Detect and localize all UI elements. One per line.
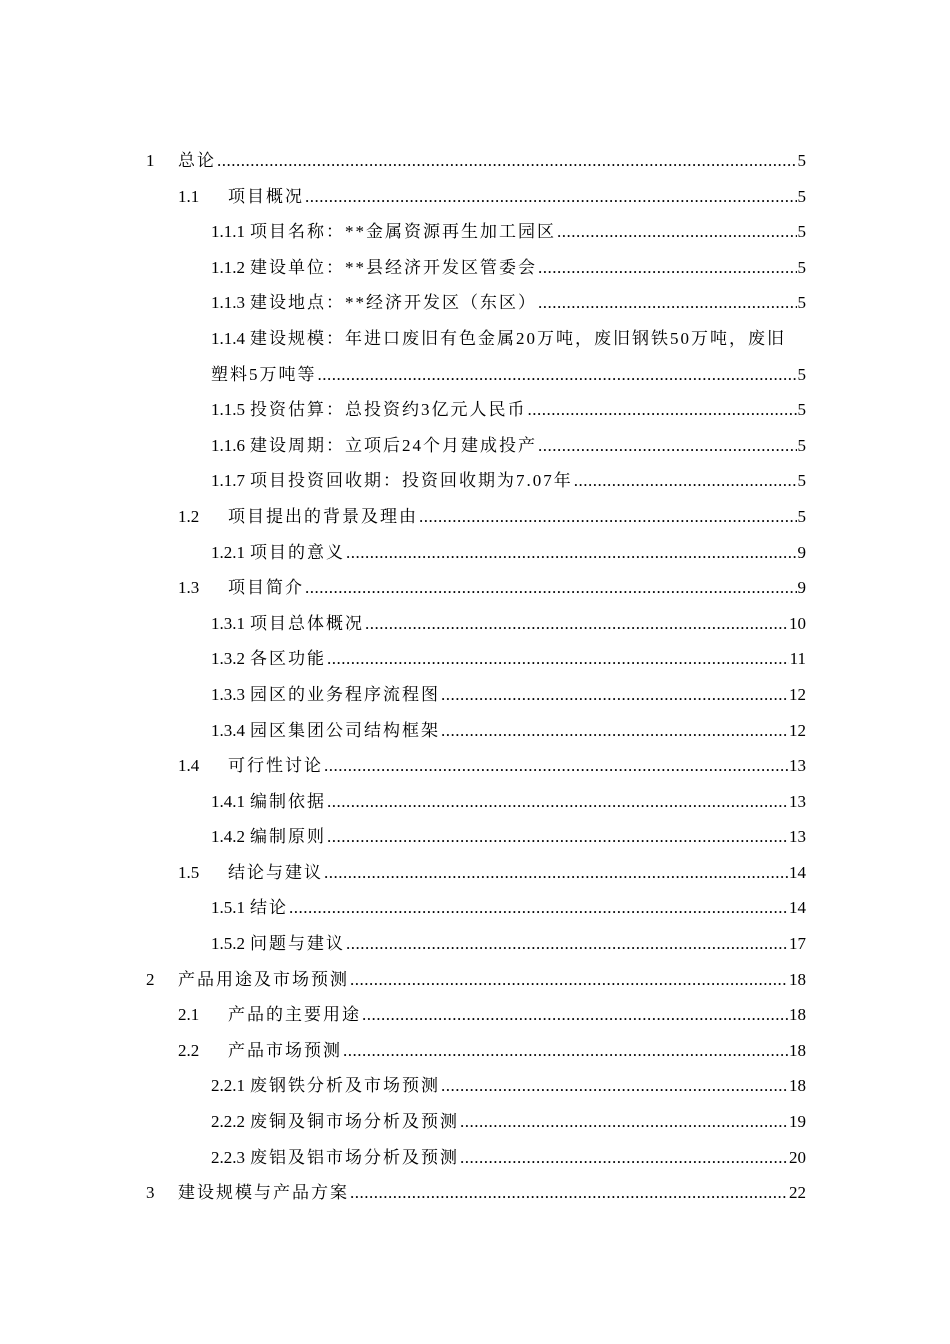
toc-title: 项目概况 — [228, 186, 304, 206]
toc-number: 2.2.2 — [211, 1112, 245, 1132]
dot-leader — [537, 250, 797, 286]
toc-title: 产品的主要用途 — [228, 1005, 361, 1025]
toc-entry-1-3-4[interactable] — [0, 713, 950, 749]
dot-leader — [216, 143, 797, 179]
toc-number: 1.4.1 — [211, 791, 245, 811]
toc-entry-1-2-1[interactable] — [0, 535, 950, 571]
toc-number: 1.3.3 — [211, 684, 245, 704]
dot-leader — [304, 179, 797, 215]
toc-number: 1.5 — [178, 862, 200, 882]
toc-number: 1.2 — [178, 506, 200, 526]
toc-number: 1.3.4 — [211, 720, 245, 740]
toc-number: 1.1.3 — [211, 293, 245, 313]
toc-number: 2.2.1 — [211, 1076, 245, 1096]
toc-title: 废铜及铜市场分析及预测 — [250, 1112, 459, 1132]
toc-page-number: 17 — [789, 934, 806, 954]
toc-title: 各区功能 — [250, 649, 326, 669]
toc-number: 2.2 — [178, 1040, 200, 1060]
dot-leader — [364, 606, 788, 642]
toc-title: 项目简介 — [228, 578, 304, 598]
dot-leader — [326, 784, 788, 820]
toc-entry-1-5-1[interactable] — [0, 890, 950, 926]
dot-leader — [440, 1068, 788, 1104]
toc-title: 项目投资回收期：投资回收期为7.07年 — [250, 471, 573, 491]
toc-entry-1-3-1[interactable] — [0, 606, 950, 642]
toc-title: 项目总体概况 — [250, 613, 364, 633]
toc-page-number: 11 — [789, 649, 806, 669]
dot-leader — [345, 535, 797, 571]
toc-entry-1-5-2[interactable] — [0, 926, 950, 962]
dot-leader — [459, 1104, 788, 1140]
toc-title: 项目名称：**金属资源再生加工园区 — [250, 222, 556, 242]
toc-page-number: 12 — [789, 684, 806, 704]
toc-entry-1-5[interactable] — [0, 855, 950, 891]
toc-page-number: 5 — [797, 435, 806, 455]
toc-number: 2.1 — [178, 1005, 200, 1025]
dot-leader — [440, 677, 788, 713]
dot-leader — [304, 570, 797, 606]
toc-title: 项目的意义 — [250, 542, 345, 562]
toc-number: 1.1.6 — [211, 435, 245, 455]
toc-page-number: 18 — [789, 1040, 806, 1060]
toc-entry-1-2[interactable] — [0, 499, 950, 535]
toc-number: 1.3.2 — [211, 649, 245, 669]
toc-title: 废钢铁分析及市场预测 — [250, 1076, 440, 1096]
toc-entry-1-1-2[interactable] — [0, 250, 950, 286]
toc-number: 1.5.1 — [211, 898, 245, 918]
toc-number: 1.2.1 — [211, 542, 245, 562]
dot-leader — [288, 890, 788, 926]
toc-title: 编制原则 — [250, 827, 326, 847]
toc-title: 建设周期：立项后24个月建成投产 — [250, 435, 537, 455]
toc-number: 2.2.3 — [211, 1147, 245, 1167]
toc-page-number: 10 — [789, 613, 806, 633]
toc-page-number: 5 — [797, 151, 806, 170]
toc-page-number: 5 — [797, 506, 806, 526]
toc-page-number: 18 — [789, 969, 806, 989]
toc-title: 园区集团公司结构框架 — [250, 720, 440, 740]
toc-title: 总论 — [178, 151, 216, 170]
toc-entry-2-2-3[interactable] — [0, 1140, 950, 1176]
toc-title: 废铝及铝市场分析及预测 — [250, 1147, 459, 1167]
toc-title: 结论 — [250, 898, 288, 918]
toc-page-number: 5 — [797, 471, 806, 491]
toc-entry-1-3[interactable] — [0, 570, 950, 606]
toc-number: 1.1.7 — [211, 471, 245, 491]
table-of-contents — [0, 143, 950, 1211]
toc-title: 编制依据 — [250, 791, 326, 811]
toc-number: 1 — [146, 151, 155, 170]
toc-entry-2-2-2[interactable] — [0, 1104, 950, 1140]
dot-leader — [326, 641, 789, 677]
dot-leader — [537, 428, 797, 464]
toc-page-number: 18 — [789, 1005, 806, 1025]
dot-leader — [573, 463, 797, 499]
dot-leader — [323, 748, 788, 784]
toc-number: 1.4 — [178, 756, 200, 776]
toc-page-number: 20 — [789, 1147, 806, 1167]
toc-number: 2 — [146, 969, 155, 989]
toc-title: 建设单位：**县经济开发区管委会 — [250, 257, 537, 277]
dot-leader — [459, 1140, 788, 1176]
toc-entry-1-1-5[interactable] — [0, 392, 950, 428]
toc-page-number: 9 — [797, 542, 806, 562]
toc-page-number: 13 — [789, 756, 806, 776]
toc-title: 项目提出的背景及理由 — [228, 506, 418, 526]
toc-page-number: 5 — [797, 222, 806, 242]
toc-page-number: 5 — [797, 186, 806, 206]
toc-entry-1-4-2[interactable] — [0, 819, 950, 855]
dot-leader — [323, 855, 788, 891]
toc-title: 建设地点：**经济开发区（东区） — [250, 293, 537, 313]
toc-entry-1[interactable] — [0, 143, 950, 179]
toc-number: 1.3 — [178, 578, 200, 598]
toc-number: 1.1.4 — [211, 328, 245, 348]
toc-page-number: 18 — [789, 1076, 806, 1096]
dot-leader — [361, 997, 788, 1033]
toc-entry-3[interactable] — [0, 1175, 950, 1211]
toc-entry-1-1[interactable] — [0, 179, 950, 215]
toc-title: 产品用途及市场预测 — [178, 969, 349, 989]
dot-leader — [537, 285, 797, 321]
toc-number: 3 — [146, 1183, 155, 1203]
dot-leader — [349, 1175, 788, 1211]
toc-title: 园区的业务程序流程图 — [250, 684, 440, 704]
toc-number: 1.1 — [178, 186, 200, 206]
dot-leader — [349, 962, 788, 998]
toc-number: 1.1.2 — [211, 257, 245, 277]
toc-entry-1-4[interactable] — [0, 748, 950, 784]
toc-entry-1-1-4-line2[interactable] — [0, 357, 950, 393]
toc-page-number: 12 — [789, 720, 806, 740]
toc-number: 1.1.1 — [211, 222, 245, 242]
toc-number: 1.5.2 — [211, 934, 245, 954]
dot-leader — [342, 1033, 788, 1069]
toc-title-line2: 塑料5万吨等 — [211, 364, 317, 384]
toc-entry-1-1-7[interactable] — [0, 463, 950, 499]
toc-title-line1: 建设规模：年进口废旧有色金属20万吨，废旧钢铁50万吨，废旧 — [250, 328, 786, 348]
toc-entry-1-1-6[interactable] — [0, 428, 950, 464]
toc-page-number: 22 — [789, 1183, 806, 1203]
toc-number: 1.4.2 — [211, 827, 245, 847]
toc-title: 结论与建议 — [228, 862, 323, 882]
toc-entry-1-3-3[interactable] — [0, 677, 950, 713]
toc-entry-2-1[interactable] — [0, 997, 950, 1033]
toc-title: 产品市场预测 — [228, 1040, 342, 1060]
dot-leader — [317, 357, 797, 393]
dot-leader — [527, 392, 797, 428]
toc-page-number: 5 — [797, 400, 806, 420]
toc-entry-1-1-3[interactable] — [0, 285, 950, 321]
toc-title: 投资估算：总投资约3亿元人民币 — [250, 400, 527, 420]
toc-page-number: 9 — [797, 578, 806, 598]
toc-entry-2[interactable] — [0, 962, 950, 998]
toc-entry-2-2-1[interactable] — [0, 1068, 950, 1104]
toc-page-number: 19 — [789, 1112, 806, 1132]
dot-leader — [326, 819, 788, 855]
toc-page-number: 14 — [789, 898, 806, 918]
toc-entry-2-2[interactable] — [0, 1033, 950, 1069]
toc-number: 1.1.5 — [211, 400, 245, 420]
dot-leader — [440, 713, 788, 749]
toc-page-number: 13 — [789, 827, 806, 847]
toc-page-number: 5 — [797, 257, 806, 277]
toc-entry-1-1-1[interactable] — [0, 214, 950, 250]
toc-number: 1.3.1 — [211, 613, 245, 633]
toc-entry-1-4-1[interactable] — [0, 784, 950, 820]
toc-title: 可行性讨论 — [228, 756, 323, 776]
toc-title: 建设规模与产品方案 — [178, 1183, 349, 1203]
toc-page-number: 5 — [797, 293, 806, 313]
dot-leader — [556, 214, 797, 250]
toc-page-number: 14 — [789, 862, 806, 882]
toc-page-number: 5 — [797, 364, 806, 384]
dot-leader — [345, 926, 788, 962]
toc-entry-1-3-2[interactable] — [0, 641, 950, 677]
dot-leader — [418, 499, 797, 535]
toc-title: 问题与建议 — [250, 934, 345, 954]
toc-page-number: 13 — [789, 791, 806, 811]
toc-entry-1-1-4-line1[interactable] — [0, 321, 950, 357]
